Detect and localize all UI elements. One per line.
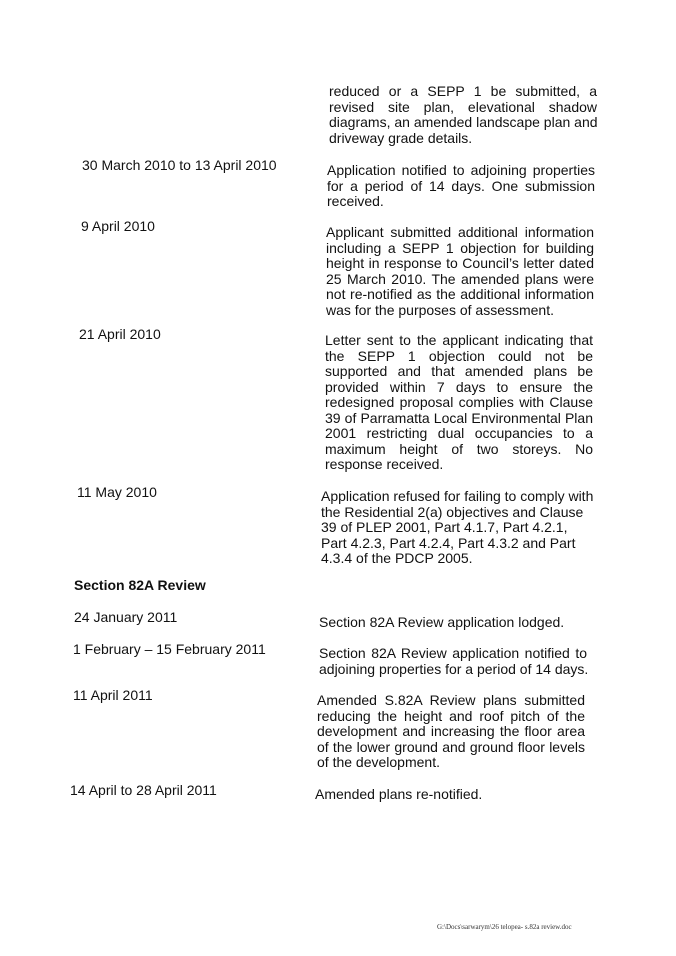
entry-description: Section 82A Review application lodged.	[319, 614, 565, 630]
entry-date: 24 January 2011	[74, 609, 178, 625]
entry-description: Amended S.82A Review plans submitted reducing the height and roof pitch of the development and increasing the floor area of the lower ground and ground floor levels of the development.	[317, 692, 585, 770]
entry-date: 14 April to 28 April 2011	[70, 782, 217, 798]
entry-date: 9 April 2010	[81, 218, 155, 234]
entry-description: Application refused for failing to comply with the Residential 2(a) objectives and Clause 39 of PLEP 2001, Part 4.1.7, Part 4.2.1, Part 4.2.3, Part 4.2.4, Part 4.3.2 and Part 4.3.4 of the PDCP 2005.	[321, 488, 594, 566]
entry-description: Applicant submitted additional information including a SEPP 1 objection for building height in response to Council’s letter dated 25 March 2010. The amended plans were not re-notified as the additional information was for the purposes of assessment.	[326, 224, 594, 318]
footer-file-path: G:\Docs\sarwarym\26 telopea- s.82a review.doc	[437, 923, 572, 931]
entry-date: 1 February – 15 February 2011	[73, 641, 266, 657]
entry-date: 11 May 2010	[77, 484, 157, 500]
entry-date: 11 April 2011	[73, 687, 153, 703]
entry-description: Section 82A Review application notified to adjoining properties for a period of 14 days.	[319, 645, 589, 677]
entry-description: Application notified to adjoining properties for a period of 14 days. One submission received.	[327, 162, 595, 209]
entry-description: reduced or a SEPP 1 be submitted, a revised site plan, elevational shadow diagrams, an amended landscape plan and driveway grade details.	[329, 83, 598, 146]
entry-description: Letter sent to the applicant indicating that the SEPP 1 objection could not be supported and that amended plans be provided within 7 days to ensure the redesigned proposal complies with Clause 39 of Parramatta Local Environmental Plan 2001 restricting dual occupancies to a maximum height of two storeys. No response received.	[325, 332, 593, 472]
entry-date: 30 March 2010 to 13 April 2010	[82, 157, 277, 173]
section-heading: Section 82A Review	[74, 577, 206, 593]
entry-date: 21 April 2010	[79, 326, 161, 342]
entry-description: Amended plans re-notified.	[315, 786, 483, 802]
